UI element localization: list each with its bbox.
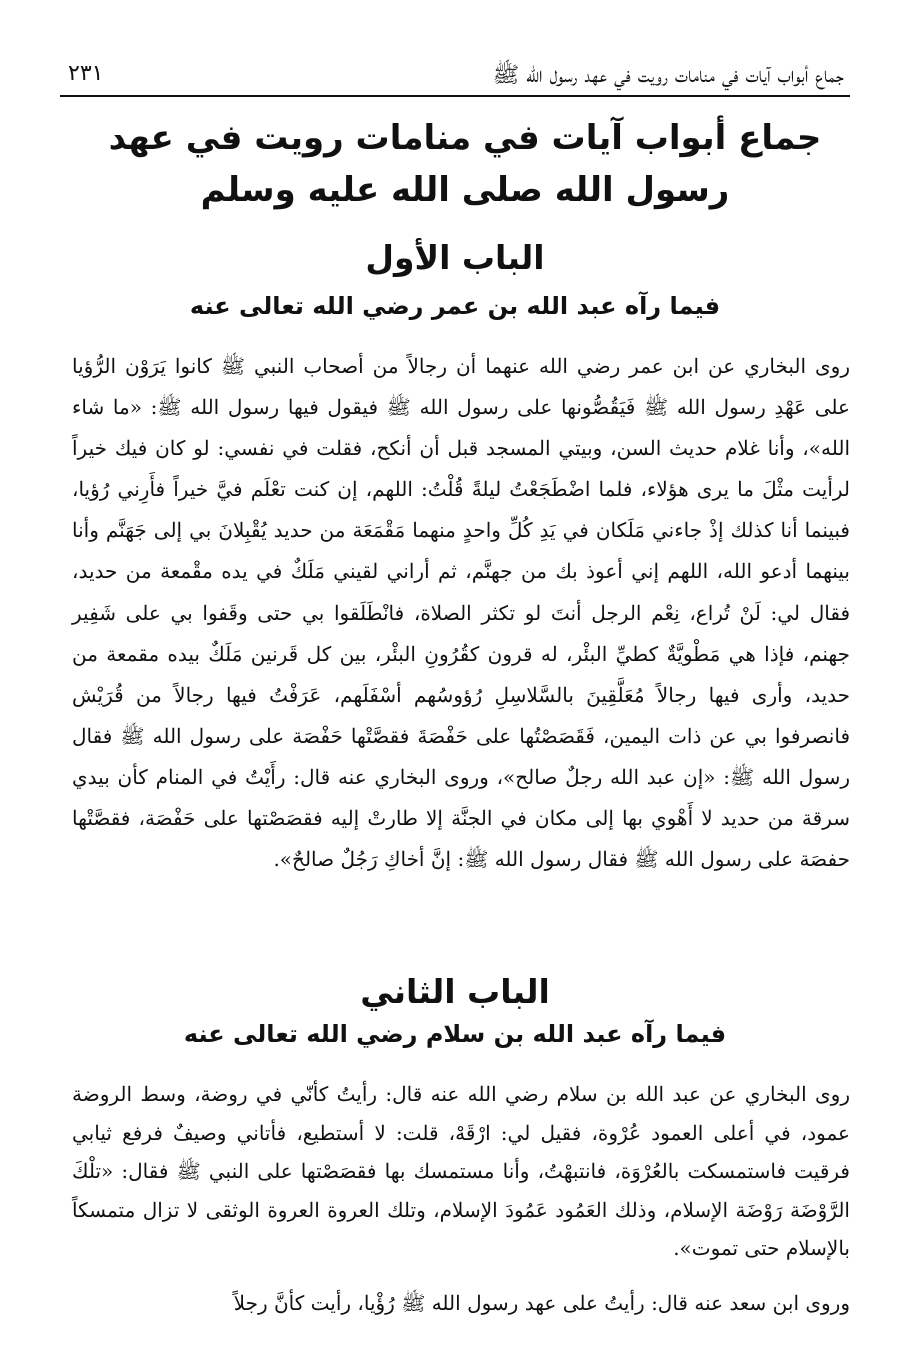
- section-title-2: الباب الثاني: [360, 972, 550, 1011]
- section-2-paragraph-continued: وروى ابن سعد عنه قال: رأيتُ على عهد رسول الله ﷺ رُؤْيا، رأيت كأنَّ رجلاً: [233, 1291, 850, 1315]
- page-number: ٢٣١: [68, 61, 104, 86]
- section-title-1: الباب الأول: [365, 238, 545, 277]
- section-subtitle-2: فيما رآه عبد الله بن سلام رضي الله تعالى عنه: [183, 1020, 727, 1048]
- section-2-paragraph: روى البخاري عن عبد الله بن سلام رضي الله عنه قال: رأيتُ كأنّي في روضة، وسط الروضة عمود، في أعلى العمود عُرْوة، فقيل لي: ارْقَهْ، قلت: لا أستطيع، فأتاني وصيفٌ فرفع ثيابي فرقيت فاستمسكت بالعُرْوَة، فانتبهْتُ، وأنا مستمسك بها فقصَصْتها على النبي ﷺ فقال: «تلْكَ الرَّوْضَة رَوْضَة الإسلام، وذلك العَمُود عَمُودَ الإسلام، وتلك العروة العروة الوثقى لا تزال متمسكاً بالإسلام حتى تموت».: [72, 1082, 850, 1261]
- running-header: [60, 55, 850, 97]
- section-1-paragraph: روى البخاري عن ابن عمر رضي الله عنهما أن رجالاً من أصحاب النبي ﷺ كانوا يَرَوْن الرُّؤيا على عَهْدِ رسول الله ﷺ فَيَقُصُّونها على رسول الله ﷺ فيقول فيها رسول الله ﷺ: «ما شاء الله»، وأنا غلام حديث السن، وبيتي المسجد قبل أن أنكح، فقلت في نفسي: لو كان فيك خيراً لرأيت مثْلَ ما يرى هؤلاء، فلما اضْطَجَعْتُ ليلةً قُلْتُ: اللهم، إن كنت تعْلَم فيَّ خيراً فأَرِني رُؤيا، فبينما أنا كذلك إذْ جاءني مَلَكان في يَدِ كُلِّ واحدٍ منهما مَقْمَعَة من حديد يُقْبِلانَ بي إلى جَهَنَّم وأنا بينهما أدعو الله، اللهم إني أعوذ بك من جهنَّم، ثم أراني لقيني مَلَكٌ في يده مقْمعة من حديد، فقال لي: لَنْ تُراع، نِعْم الرجل أنتَ لو تكثر الصلاة، فانْطَلَقوا بي حتى وقَفوا بي على شَفِير جهنم، فإذا هي مَطْويَّةٌ كطيِّ البئْر، له قرون كقُرُونِ البئْر، بين كل قَرنين مَلَكٌ بيده مقمعة من حديد، وأرى فيها رجالاً مُعَلَّقِينَ بالسَّلاسِلِ رُؤوسُهم أسْفَلَهم، عَرَفْتُ فيها رجالاً من قُرَيْش فانصرفوا بي عن ذات اليمين، فَقَصَصْتُها على حَفْصَةَ فقصَّتْها حَفْصَة على رسول الله ﷺ فقال رسول الله ﷺ: «إن عبد الله رجلٌ صالح»، وروى البخاري عنه قال: رأَيْتُ في المنام كأن بيدي سرقة من حديد لا أَهْوي بها إلى مكان في الجنَّة إلا طارتْ إليه فقصَصْتها على حَفْصَة، فقصَّتْها حفصَة على رسول الله ﷺ فقال رسول الله ﷺ: إنَّ أخاكِ رَجُلٌ صالحٌ».: [72, 354, 851, 872]
- running-title: جماع أبواب آيات في منامات رويت في عهد رسول الله ﷺ: [492, 63, 844, 88]
- section-subtitle-1: فيما رآه عبد الله بن عمر رضي الله تعالى عنه: [189, 292, 721, 320]
- main-title: جماع أبواب آيات في منامات رويت في عهد رسول الله صلى الله عليه وسلم: [108, 118, 822, 210]
